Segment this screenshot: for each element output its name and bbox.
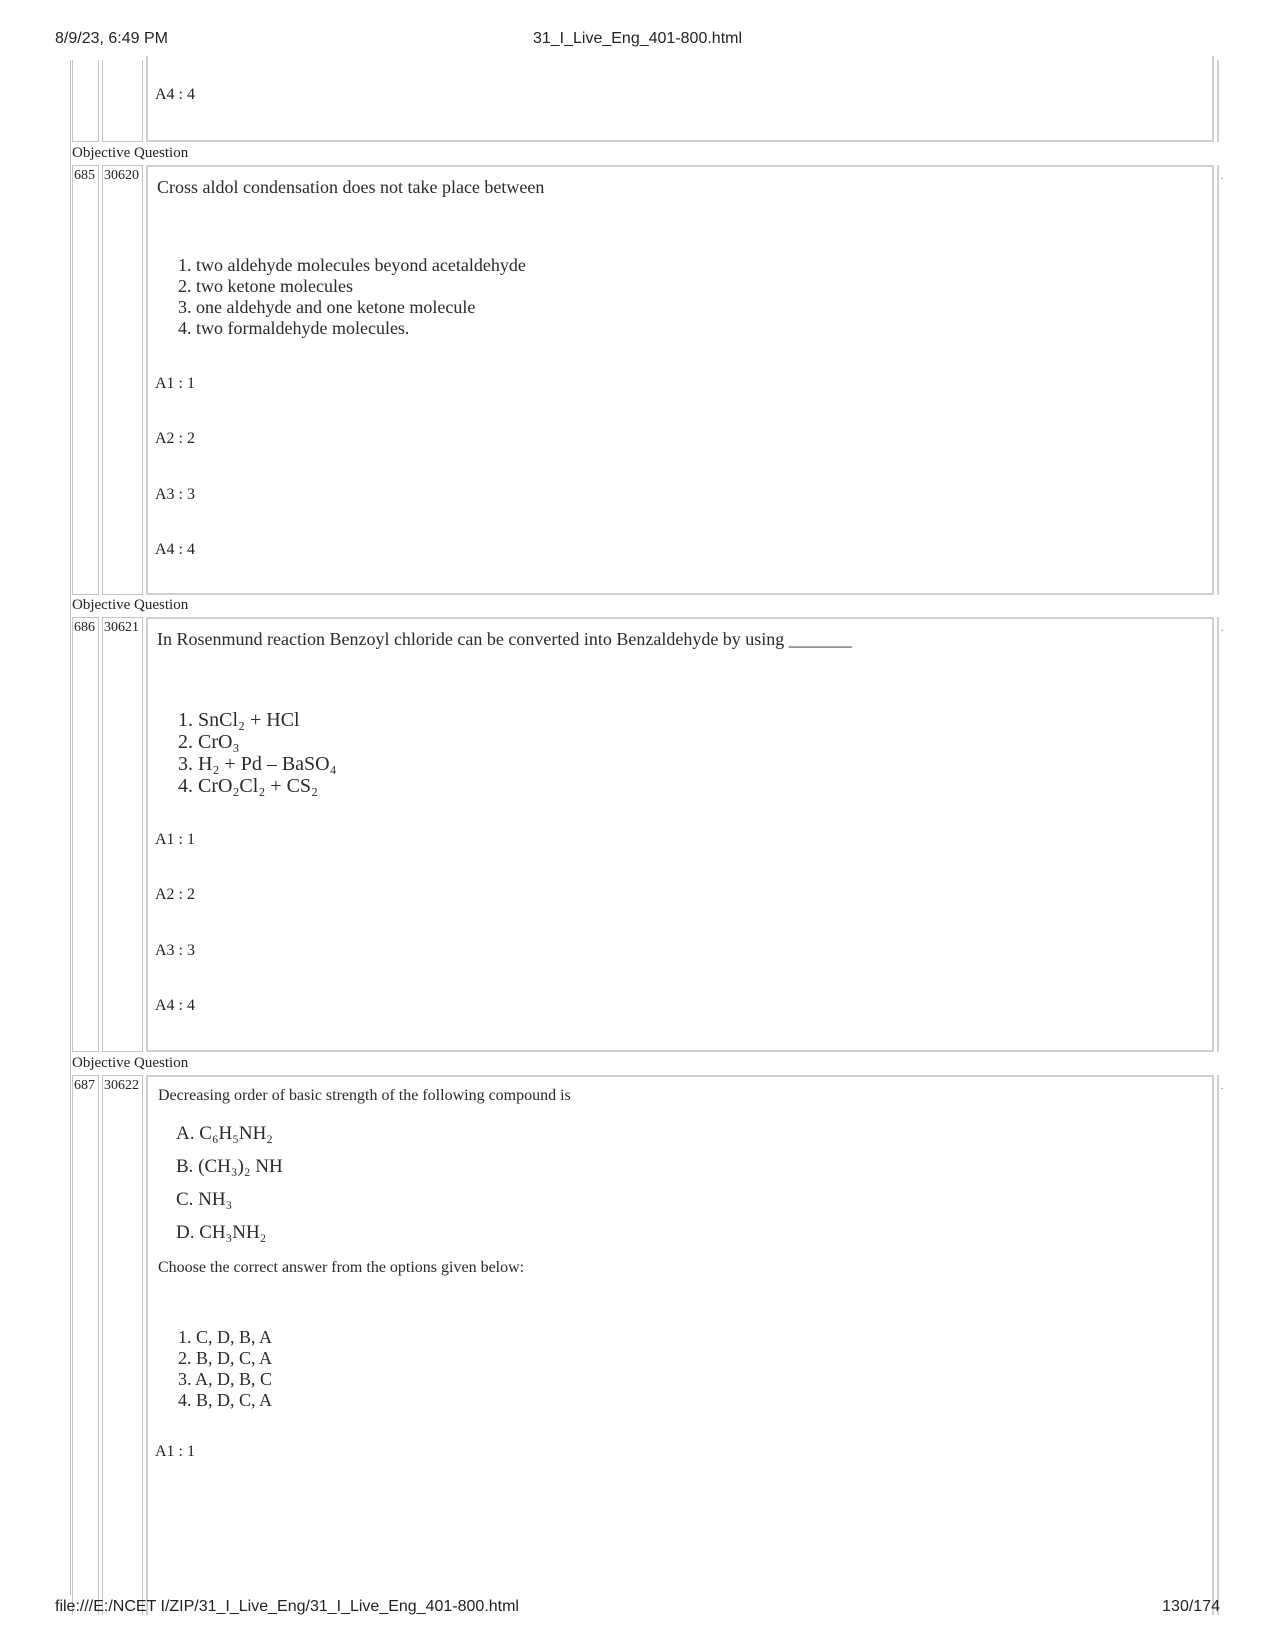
- options-list: [178, 255, 526, 339]
- answer-4: A4 : 4: [155, 541, 195, 558]
- question-body: [146, 617, 1214, 1052]
- id-cell: [102, 60, 143, 142]
- question-text: Decreasing order of basic strength of the following compound is: [158, 1087, 571, 1104]
- statements-list: [176, 1117, 283, 1249]
- instruction-text: Choose the correct answer from the options given below:: [158, 1259, 525, 1276]
- question-body: [146, 1075, 1214, 1615]
- number-cell: [72, 617, 99, 1052]
- options-list: [178, 1327, 272, 1411]
- statement-d: D. CH₃NH₂: [176, 1222, 267, 1243]
- statement-c: C. NH₃: [176, 1189, 233, 1210]
- statement-b: B. (CH₃)₂ NH: [176, 1156, 283, 1177]
- option-3: 3. one aldehyde and one ketone molecule: [178, 297, 476, 317]
- question-text: In Rosenmund reaction Benzoyl chloride can be converted into Benzaldehyde by using _______: [157, 629, 852, 649]
- answer-2: A2 : 2: [155, 430, 195, 447]
- option-4: 4. two formaldehyde molecules.: [178, 318, 410, 338]
- page-number: 130/174: [1162, 1598, 1220, 1615]
- answer-4: A4 : 4: [155, 86, 195, 103]
- table-border: [70, 60, 71, 1595]
- statement-a: A. C₆H₅NH₂: [176, 1123, 273, 1144]
- question-number: 687: [74, 1078, 95, 1093]
- file-url: file:///E:/NCET I/ZIP/31_I_Live_Eng/31_I_Live_Eng_401-800.html: [55, 1598, 519, 1615]
- question-number: 685: [74, 168, 95, 183]
- question-number: 686: [74, 620, 95, 635]
- option-2: 2. B, D, C, A: [178, 1348, 273, 1368]
- option-4: 4. CrO₂Cl₂ + CS₂: [178, 775, 318, 797]
- cell-marker: .: [1221, 1081, 1224, 1092]
- question-table: [70, 60, 1224, 1595]
- answer-4: A4 : 4: [155, 997, 195, 1014]
- table-border: [1217, 60, 1219, 142]
- option-1: 1. C, D, B, A: [178, 1327, 273, 1347]
- question-body: [146, 165, 1214, 595]
- cell-marker: .: [1221, 171, 1224, 182]
- print-header: [55, 30, 1220, 52]
- option-3: 3. H₂ + Pd – BaSO₄: [178, 753, 337, 775]
- number-cell: [72, 60, 99, 142]
- table-border: [1217, 165, 1219, 595]
- number-cell: [72, 1075, 99, 1615]
- id-cell: [102, 165, 143, 595]
- answer-1: A1 : 1: [155, 1443, 195, 1460]
- option-3: 3. A, D, B, C: [178, 1369, 273, 1389]
- option-4: 4. B, D, C, A: [178, 1390, 273, 1410]
- question-id: 30621: [104, 620, 139, 635]
- table-border: [1217, 617, 1219, 1052]
- print-footer: [55, 1598, 1220, 1620]
- print-date: 8/9/23, 6:49 PM: [55, 30, 168, 47]
- section-label: Objective Question: [72, 597, 189, 613]
- answer-2: A2 : 2: [155, 886, 195, 903]
- option-1: 1. SnCl₂ + HCl: [178, 709, 300, 731]
- section-label: Objective Question: [72, 145, 189, 161]
- cell-marker: .: [1221, 623, 1224, 634]
- answer-1: A1 : 1: [155, 831, 195, 848]
- question-text: Cross aldol condensation does not take place between: [157, 177, 545, 197]
- question-id: 30620: [104, 168, 139, 183]
- question-body: [146, 56, 1214, 142]
- answer-1: A1 : 1: [155, 375, 195, 392]
- number-cell: [72, 165, 99, 595]
- options-list: [178, 709, 337, 797]
- table-border: [1217, 1075, 1219, 1615]
- option-2: 2. two ketone molecules: [178, 276, 353, 296]
- answer-3: A3 : 3: [155, 486, 195, 503]
- id-cell: [102, 617, 143, 1052]
- question-id: 30622: [104, 1078, 139, 1093]
- option-2: 2. CrO₃: [178, 731, 240, 753]
- answer-3: A3 : 3: [155, 942, 195, 959]
- option-1: 1. two aldehyde molecules beyond acetaldehyde: [178, 255, 526, 275]
- document-title: 31_I_Live_Eng_401-800.html: [532, 30, 743, 47]
- section-label: Objective Question: [72, 1055, 189, 1071]
- id-cell: [102, 1075, 143, 1615]
